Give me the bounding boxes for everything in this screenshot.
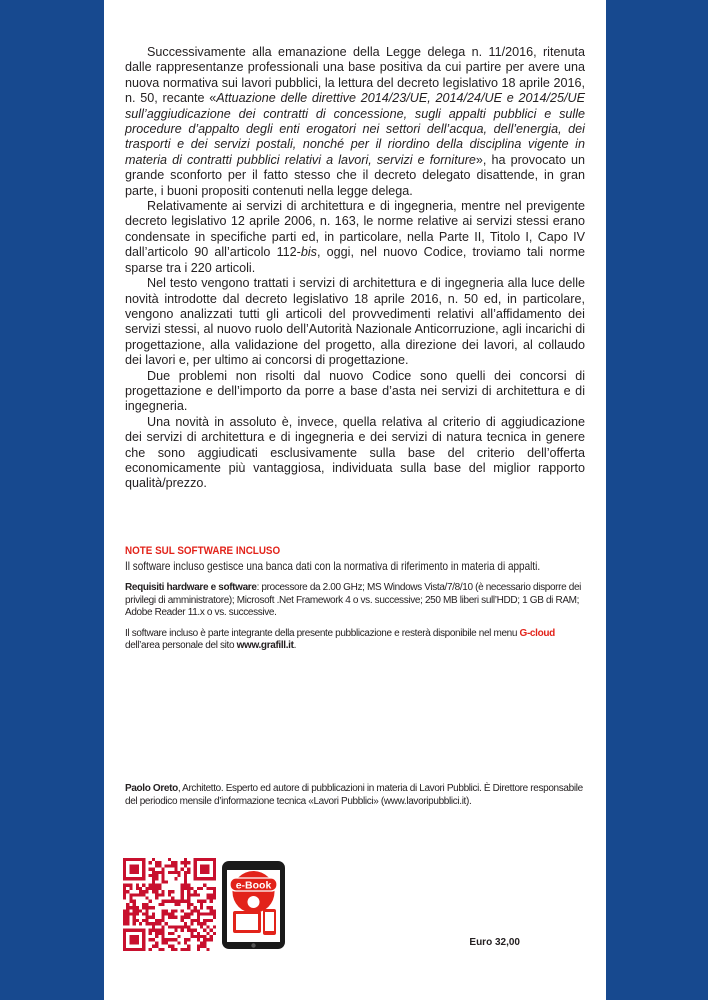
author-name: Paolo Oreto [125,783,178,794]
paragraph-5: Una novità in assoluto è, invece, quella relativa al criterio di aggiudicazione dei servizi di architettura e di ingegneria e dei servizi di natura tecnica in genere che sono aggiudicati esclusivamente sulla base del criterio dell’offerta economicamente più vantaggiosa, individuata sulla base del miglior rapporto qualità/prezzo. [125,414,585,491]
author-bio: Paolo Oreto, Architetto. Esperto ed autore di pubblicazioni in materia di Lavori Pubblici. È Direttore responsabile del periodico mensile d’informazione tecnica «Lavori Pubblici» (www.lavoripubblici.it). [125,783,583,807]
paragraph-4: Due problemi non risolti dal nuovo Codice sono quelli dei concorsi di progettazione e dell’importo da porre a base d’asta nei servizi di architettura e di ingegneria. [125,368,585,414]
paragraph-3: Nel testo vengono trattati i servizi di architettura e di ingegneria alla luce delle novità introdotte dal decreto legislativo 18 aprile 2016, n. 50 ed, in particolare, vengono analizzati tutti gli articoli del provvedimenti relativi all’affidamento dei servizi stessi, al nuovo ruolo dell’Autorità Nazionale Anticorruzione, agli incarichi di progettazione, alla validazione del progetto, alla direzione dei lavori, al collaudo dei lavori e, per ultimo ai concorsi di progettazione. [125,276,585,368]
software-notes [125,544,585,653]
ebook-label: e-Book [235,879,272,892]
paragraph-2: Relativamente ai servizi di architettura e di ingegneria, mentre nel previgente decreto legislativo 12 aprile 2006, n. 163, le norme relative ai servizi stessi erano condensate in specifiche parti ed, in particolare, nella Parte II, Titolo I, Capo IV dall’articolo 90 all’articolo 112-bis, oggi, nel nuovo Codice, troviamo tali norme sparse tra i 220 articoli. [125,199,585,275]
description-text [125,45,585,492]
software-availability: Il software incluso è parte integrante della presente pubblicazione e resterà disponibile nel menu G-cloud dell’area personale del sito www.grafill.it. [125,627,555,652]
right-blue-band [606,0,708,1000]
notes-title: NOTE SUL SOFTWARE INCLUSO [125,545,281,557]
qr-code-icon [123,858,216,951]
price: Euro 32,00 [469,937,520,948]
site-link[interactable]: www.grafill.it [236,640,294,652]
ebook-icon [222,861,285,949]
g-cloud-label: G-cloud [519,627,555,639]
system-requirements: Requisiti hardware e software: processore da 2.00 GHz; MS Windows Vista/7/8/10 (è necessario disporre dei privilegi di amministratore); Microsoft .Net Framework 4 o vs. successive; 250 MB liberi sull’HDD; 1 GB di RAM; Adobe Reader 11.x o vs. successive. [125,582,582,619]
left-blue-band [0,0,104,1000]
notes-intro: Il software incluso gestisce una banca dati con la normativa di riferimento in materia di appalti. [125,560,541,573]
paragraph-1: Successivamente alla emanazione della Legge delega n. 11/2016, ritenuta dalle rappresentanze professionali una base positiva da cui partire per avere una nuova normativa sui lavori pubblici, la lettura del decreto legislativo 18 aprile 2016, n. 50, recante «Attuazione delle direttive 2014/23/UE, 2014/24/UE e 2014/25/UE sull’aggiudicazione dei contratti di concessione, sugli appalti pubblici e sulle procedure d’appalto degli enti erogatori nei settori dell’acqua, dell’energia, dei trasporti e dei servizi postali, nonché per il riordino della disciplina vigente in materia di contratti pubblici relativi a lavori, servizi e forniture», ha provocato un grande sconforto per il fatto stesso che il decreto delegato disattende, in gran parte, i buoni propositi contenuti nella legge delega. [125,45,585,198]
back-cover-page [104,0,606,1000]
